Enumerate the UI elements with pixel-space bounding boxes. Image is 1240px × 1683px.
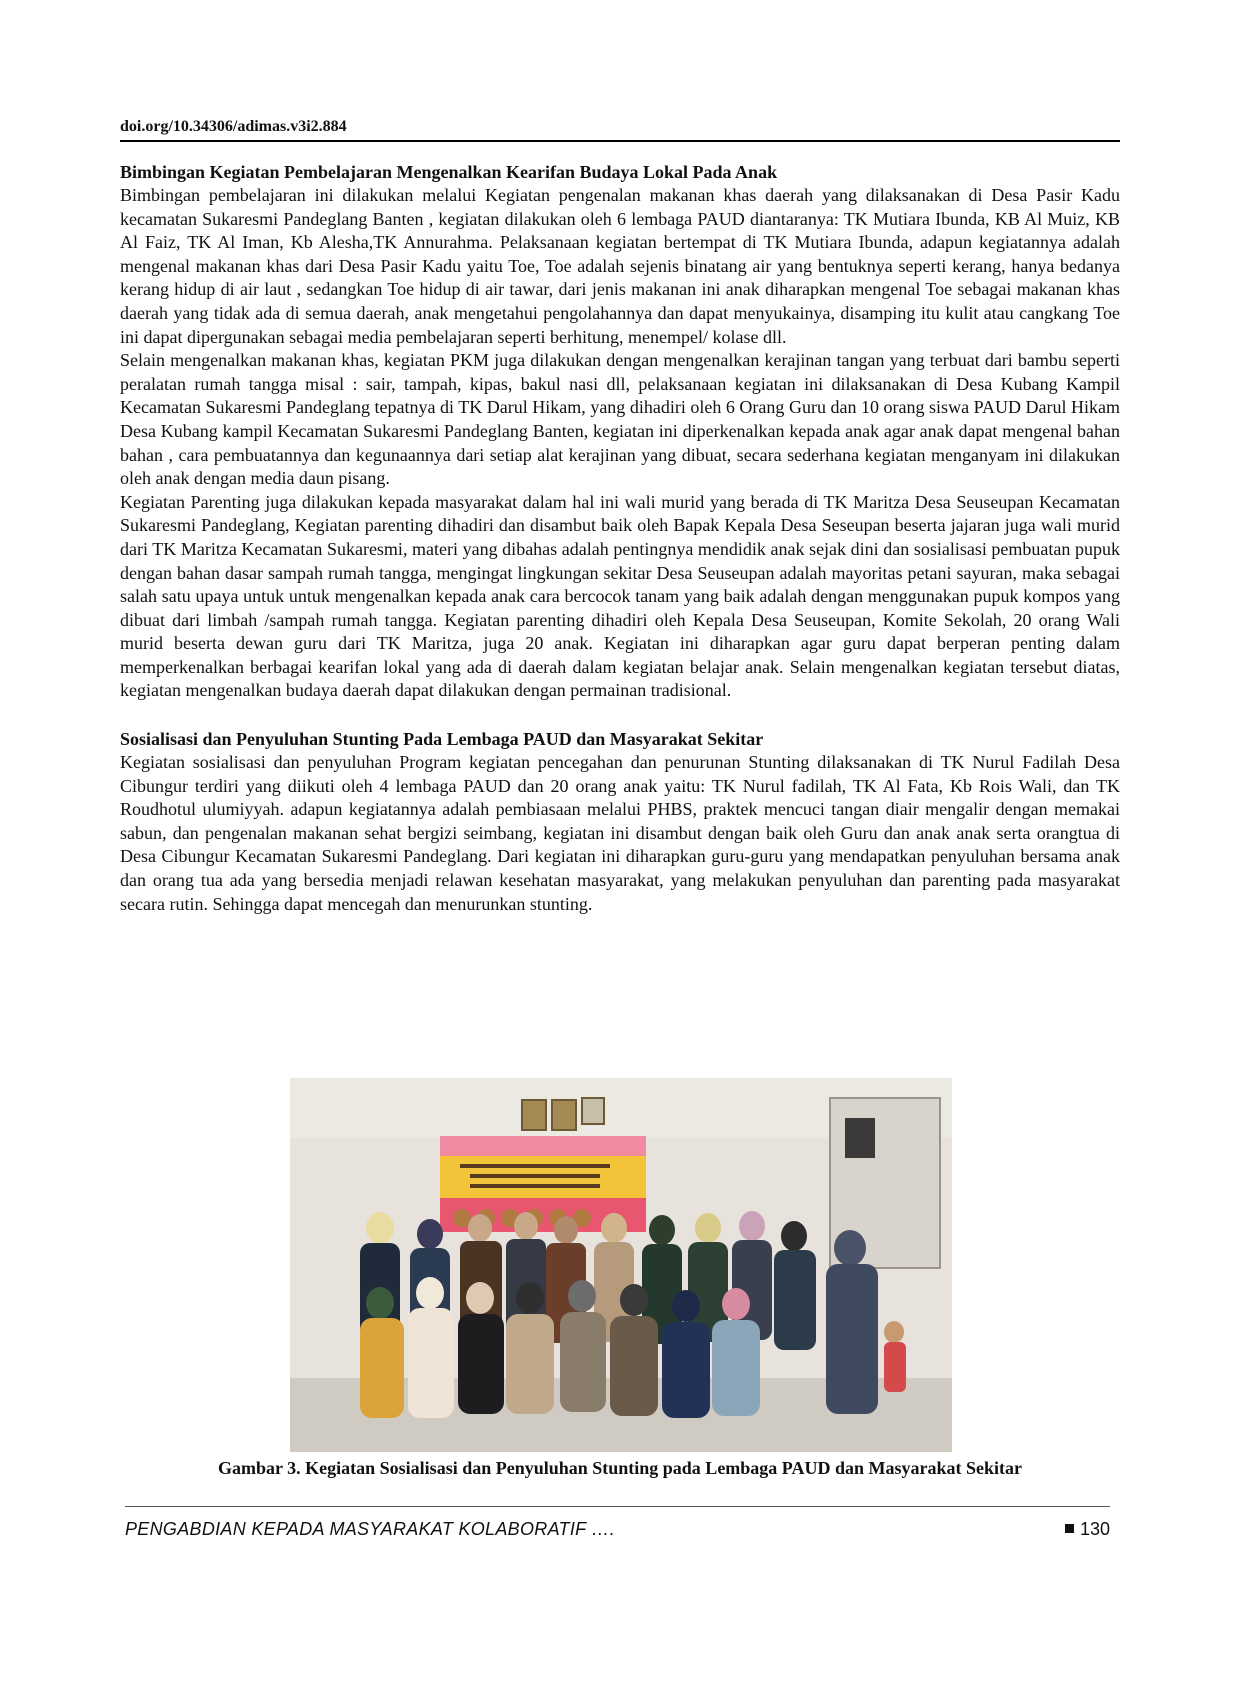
- paragraph: Kegiatan Parenting juga dilakukan kepada masyarakat dalam hal ini wali murid yang berada di TK Maritza Desa Seuseupan Kecamatan Sukaresmi Pandeglang, Kegiatan parenting dihadiri dan disambut baik oleh Bapak Kepala Desa Seseupan beserta jajaran juga wali murid dari TK Maritza Kecamatan Sukaresmi, materi yang dibahas adalah pentingnya mendidik anak sejak dini dan sosialisasi pembuatan pupuk dengan bahan dasar sampah rumah tangga, mengingat lingkungan sekitar Desa Seuseupan adalah mayoritas petani sayuran, maka sebagai salah satu upaya untuk untuk mengenalkan kepada anak cara bercocok tanam yang baik adalah dengan menggunakan pupuk kompos yang dibuat dari limbah /sampah rumah tangga. Kegiatan parenting dihadiri oleh Kepala Desa Seuseupan, Komite Sekolah, 20 orang Wali murid beserta dewan guru dari TK Maritza, juga 20 anak. Kegiatan ini diharapkan agar guru dapat berperan penting dalam memperkenalkan berbagai kearifan lokal yang ada di daerah dalam kegiatan belajar anak. Selain mengenalkan kegiatan tersebut diatas, kegiatan mengenalkan budaya daerah dapat dilakukan dengan permainan tradisional.: [120, 491, 1120, 701]
- page-number: 130: [1079, 1519, 1110, 1539]
- running-title: PENGABDIAN KEPADA MASYARAKAT KOLABORATIF ….: [125, 1519, 616, 1539]
- article-body: [120, 160, 1120, 916]
- figure-caption: Gambar 3. Kegiatan Sosialisasi dan Penyuluhan Stunting pada Lembaga PAUD dan Masyarakat Sekitar: [218, 1458, 1022, 1478]
- paragraph: Kegiatan sosialisasi dan penyuluhan Program kegiatan pencegahan dan penurunan Stunting dilaksanakan di TK Nurul Fadilah Desa Cibungur terdiri yang diikuti oleh 4 lembaga PAUD dan 20 orang anak yaitu: TK Nurul fadilah, TK Al Fata, Kb Rois Wali, dan TK Roudhotul ulumiyyah. adapun kegiatannya adalah pembiasaan melalui PHBS, praktek mencuci tangan diair mengalir dengan memakai sabun, dan pengenalan makanan sehat bergizi seimbang, kegiatan ini disambut dengan baik oleh Guru dan anak anak serta orangtua di Desa Cibungur Kecamatan Sukaresmi Pandeglang. Dari kegiatan ini diharapkan guru-guru yang mendapatkan penyuluhan bersama anak dan orang tua ada yang bersedia menjadi relawan kesehatan masyarakat, yang melakukan penyuluhan dan parenting pada masyarakat secara rutin. Sehingga dapat mencegah dan menurunkan stunting.: [120, 752, 1120, 914]
- paragraph: Selain mengenalkan makanan khas, kegiatan PKM juga dilakukan dengan mengenalkan kerajinan tangan yang terbuat dari bambu seperti peralatan rumah tangga misal : sair, tampah, kipas, bakul nasi dll, pelaksanaan kegiatan ini dilaksanakan di Desa Kubang Kampil Kecamatan Sukaresmi Pandeglang tepatnya di TK Darul Hikam, yang dihadiri oleh 6 Orang Guru dan 10 orang siswa PAUD Darul Hikam Desa Kubang kampil Kecamatan Sukaresmi Pandeglang Banten, kegiatan ini diperkenalkan kepada anak agar anak dapat mengenal bahan bahan , cara pembuatannya dan kegunaannya dari setiap alat kerajinan yang dibuat, secara sederhana kegiatan menganyam ini dilakukan oleh anak dengan media daun pisang.: [120, 350, 1120, 489]
- header-rule: [120, 140, 1120, 142]
- section-heading-stunting: Sosialisasi dan Penyuluhan Stunting Pada Lembaga PAUD dan Masyarakat Sekitar: [120, 729, 764, 750]
- section-heading-budaya: Bimbingan Kegiatan Pembelajaran Mengenalkan Kearifan Budaya Lokal Pada Anak: [120, 162, 778, 182]
- footer-rule: [125, 1506, 1110, 1507]
- group-photo: [290, 1078, 952, 1452]
- square-bullet-icon: [1065, 1524, 1074, 1533]
- doi-link[interactable]: doi.org/10.34306/adimas.v3i2.884: [120, 118, 347, 135]
- paragraph: Bimbingan pembelajaran ini dilakukan melalui Kegiatan pengenalan makanan khas daerah yang dilaksanakan di Desa Pasir Kadu kecamatan Sukaresmi Pandeglang Banten , kegiatan dilakukan oleh 6 lembaga PAUD diantaranya: TK Mutiara Ibunda, KB Al Muiz, KB Al Faiz, TK Al Iman, Kb Alesha,TK Annurahma. Pelaksanaan kegiatan bertempat di TK Mutiara Ibunda, adapun kegiatannya adalah mengenal makanan khas dari Desa Pasir Kadu yaitu Toe, Toe adalah sejenis binatang air yang bentuknya seperti kerang, hanya bedanya kerang hidup di air laut , sedangkan Toe hidup di air tawar, dari jenis makanan ini anak diharapkan mengenal Toe sebagai makanan khas daerah yang tidak ada di semua daerah, anak mengetahui pengolahannya dan dapat menyukainya, disamping itu kulit atau cangkang Toe ini dapat dipergunakan sebagai media pembelajaran seperti berhitung, menempel/ kolase dll.: [120, 185, 1120, 347]
- page-number-block: [1065, 1519, 1110, 1540]
